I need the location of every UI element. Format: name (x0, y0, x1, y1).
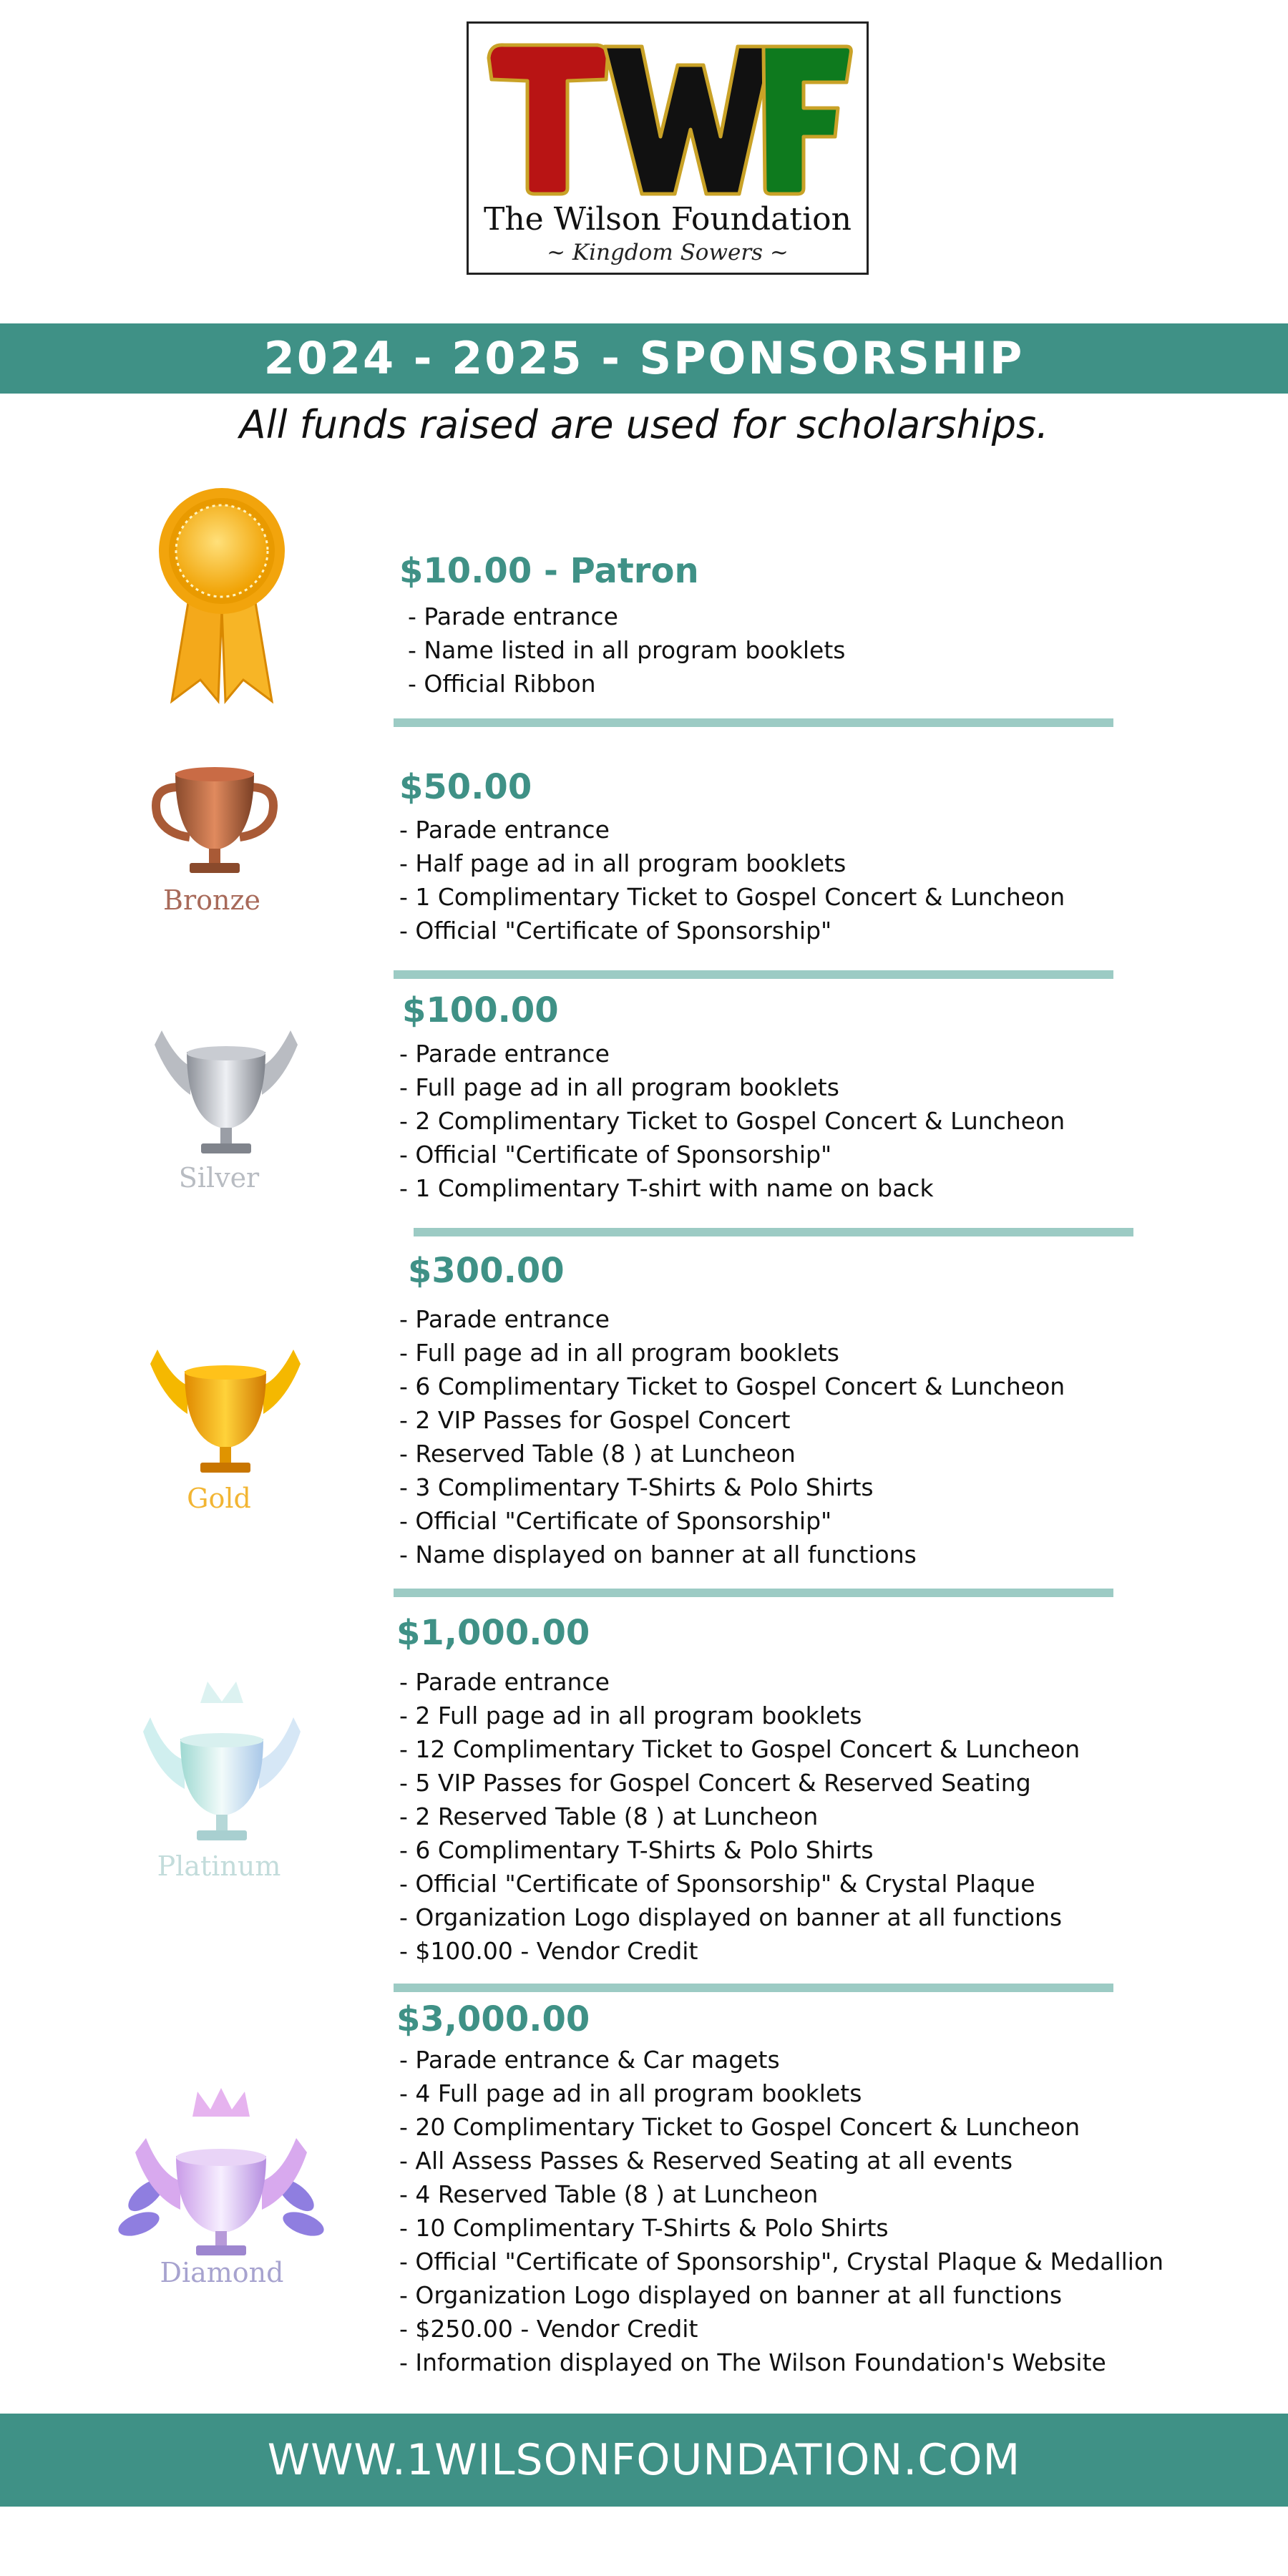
footer-band (0, 2414, 1288, 2507)
header-band (0, 323, 1288, 394)
list-item: - Reserved Table (8 ) at Luncheon (399, 1440, 796, 1468)
website-link[interactable]: WWW.1WILSONFOUNDATION.COM (267, 2435, 1021, 2485)
list-item: - $100.00 - Vendor Credit (399, 1937, 698, 1965)
list-item: - Official "Certificate of Sponsorship", Crystal Plaque & Medallion (399, 2248, 1164, 2275)
diamond-label: Diamond (160, 2257, 284, 2288)
tier-silver-title: $100.00 (402, 990, 559, 1030)
list-item: - Official "Certificate of Sponsorship" (399, 1507, 832, 1535)
gold-label: Gold (187, 1483, 251, 1514)
tier-bronze-title: $50.00 (399, 767, 532, 807)
list-item: - 20 Complimentary Ticket to Gospel Concert & Luncheon (399, 2113, 1080, 2141)
divider (394, 718, 1113, 727)
list-item: - $250.00 - Vendor Credit (399, 2315, 698, 2343)
tier-silver-benefits (399, 1037, 1065, 1205)
page-title: 2024 - 2025 - SPONSORSHIP (263, 332, 1025, 384)
list-item: - Parade entrance (399, 816, 610, 844)
list-item: - Information displayed on The Wilson Foundation's Website (399, 2348, 1106, 2376)
logo-foundation-name: The Wilson Foundation (484, 201, 852, 238)
platinum-trophy-icon (136, 1682, 308, 1853)
list-item: - Parade entrance & Car magets (399, 2046, 780, 2074)
tier-bronze-benefits (399, 813, 1065, 947)
list-item: - Parade entrance (399, 1668, 610, 1696)
bronze-trophy-icon (143, 758, 286, 887)
list-item: - 2 Full page ad in all program booklets (399, 1702, 862, 1729)
tier-platinum-benefits (399, 1665, 1080, 1968)
gold-ribbon-icon (150, 487, 293, 716)
list-item: - Parade entrance (408, 602, 618, 630)
logo-tagline: ~ Kingdom Sowers ~ (547, 240, 789, 265)
list-item: - Official "Certificate of Sponsorship" & Crystal Plaque (399, 1870, 1035, 1898)
twf-monogram (483, 36, 855, 201)
logo-letter-w (605, 47, 772, 194)
tier-gold-benefits (399, 1302, 1065, 1571)
list-item: - Full page ad in all program booklets (399, 1339, 839, 1367)
tier-gold-title: $300.00 (408, 1251, 565, 1291)
divider (394, 1984, 1113, 1992)
list-item: - Official "Certificate of Sponsorship" (399, 1141, 832, 1169)
divider (394, 1589, 1113, 1597)
silver-trophy-icon (147, 1016, 305, 1166)
list-item: - 2 VIP Passes for Gospel Concert (399, 1406, 791, 1434)
list-item: - 4 Full page ad in all program booklets (399, 2079, 862, 2107)
tier-patron-title: $10.00 - Patron (399, 551, 699, 591)
diamond-trophy-icon (117, 2088, 325, 2267)
tier-diamond-benefits (399, 2043, 1163, 2379)
list-item: - Organization Logo displayed on banner at all functions (399, 1903, 1063, 1931)
logo-letter-t (489, 45, 608, 194)
list-item: - 10 Complimentary T-Shirts & Polo Shirts (399, 2214, 889, 2242)
list-item: - 6 Complimentary T-Shirts & Polo Shirts (399, 1836, 874, 1864)
page-subtitle: All funds raised are used for scholarships. (239, 402, 1049, 447)
list-item: - 12 Complimentary Ticket to Gospel Concert & Luncheon (399, 1735, 1080, 1763)
list-item: - Half page ad in all program booklets (399, 849, 847, 877)
list-item: - 5 VIP Passes for Gospel Concert & Reserved Seating (399, 1769, 1031, 1797)
logo-letter-f (763, 47, 851, 194)
list-item: - 1 Complimentary Ticket to Gospel Concert & Luncheon (399, 883, 1065, 911)
tier-diamond-title: $3,000.00 (396, 1999, 590, 2039)
list-item: - 3 Complimentary T-Shirts & Polo Shirts (399, 1473, 874, 1501)
divider (414, 1228, 1133, 1236)
platinum-label: Platinum (157, 1850, 281, 1882)
list-item: - Parade entrance (399, 1040, 610, 1068)
list-item: - 2 Complimentary Ticket to Gospel Concert & Luncheon (399, 1107, 1065, 1135)
list-item: - 1 Complimentary T-shirt with name on back (399, 1174, 934, 1202)
list-item: - 6 Complimentary Ticket to Gospel Concert & Luncheon (399, 1372, 1065, 1400)
list-item: - 4 Reserved Table (8 ) at Luncheon (399, 2180, 819, 2208)
list-item: - All Assess Passes & Reserved Seating at all events (399, 2147, 1013, 2175)
list-item: - 2 Reserved Table (8 ) at Luncheon (399, 1802, 819, 1830)
list-item: - Organization Logo displayed on banner at all functions (399, 2281, 1063, 2309)
tier-platinum-title: $1,000.00 (396, 1613, 590, 1653)
list-item: - Name listed in all program booklets (408, 636, 846, 664)
list-item: - Official "Certificate of Sponsorship" (399, 917, 832, 945)
list-item: - Parade entrance (399, 1305, 610, 1333)
list-item: - Full page ad in all program booklets (399, 1073, 839, 1101)
gold-trophy-icon (143, 1335, 308, 1485)
silver-label: Silver (178, 1162, 260, 1194)
bronze-label: Bronze (163, 884, 260, 916)
tier-patron-benefits (408, 600, 845, 701)
divider (394, 970, 1113, 979)
foundation-logo (467, 21, 869, 275)
list-item: - Official Ribbon (408, 670, 596, 698)
list-item: - Name displayed on banner at all functions (399, 1541, 917, 1568)
